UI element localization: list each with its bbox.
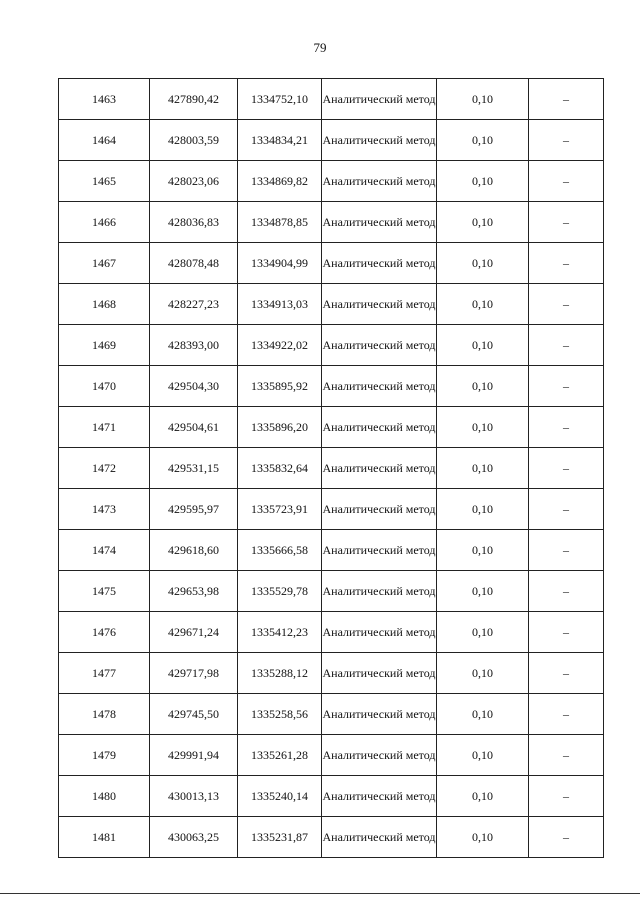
coordinate-x-cell: 430013,13 xyxy=(150,776,238,817)
accuracy-cell: 0,10 xyxy=(437,735,529,776)
note-cell: – xyxy=(529,366,604,407)
coordinate-x-cell: 428078,48 xyxy=(150,243,238,284)
note-cell: – xyxy=(529,448,604,489)
coordinate-x-cell: 428036,83 xyxy=(150,202,238,243)
coordinate-y-cell: 1335896,20 xyxy=(238,407,322,448)
accuracy-cell: 0,10 xyxy=(437,571,529,612)
coordinate-y-cell: 1335666,58 xyxy=(238,530,322,571)
coordinate-x-cell: 429717,98 xyxy=(150,653,238,694)
method-cell: Аналитический метод xyxy=(322,571,437,612)
method-cell: Аналитический метод xyxy=(322,284,437,325)
note-cell: – xyxy=(529,202,604,243)
table-row xyxy=(59,776,604,817)
coordinate-y-cell: 1335723,91 xyxy=(238,489,322,530)
method-cell: Аналитический метод xyxy=(322,120,437,161)
point-number-cell: 1478 xyxy=(59,694,150,735)
point-number-cell: 1475 xyxy=(59,571,150,612)
coordinate-x-cell: 429745,50 xyxy=(150,694,238,735)
note-cell: – xyxy=(529,79,604,120)
coordinate-y-cell: 1334904,99 xyxy=(238,243,322,284)
table-row xyxy=(59,571,604,612)
point-number-cell: 1465 xyxy=(59,161,150,202)
point-number-cell: 1472 xyxy=(59,448,150,489)
note-cell: – xyxy=(529,243,604,284)
point-number-cell: 1473 xyxy=(59,489,150,530)
table-row xyxy=(59,161,604,202)
coordinates-table xyxy=(58,78,604,858)
point-number-cell: 1481 xyxy=(59,817,150,858)
coordinate-y-cell: 1335261,28 xyxy=(238,735,322,776)
coordinate-x-cell: 429595,97 xyxy=(150,489,238,530)
accuracy-cell: 0,10 xyxy=(437,243,529,284)
method-cell: Аналитический метод xyxy=(322,325,437,366)
accuracy-cell: 0,10 xyxy=(437,79,529,120)
table-row xyxy=(59,407,604,448)
accuracy-cell: 0,10 xyxy=(437,653,529,694)
note-cell: – xyxy=(529,407,604,448)
point-number-cell: 1480 xyxy=(59,776,150,817)
table-row xyxy=(59,366,604,407)
coordinate-y-cell: 1335832,64 xyxy=(238,448,322,489)
accuracy-cell: 0,10 xyxy=(437,530,529,571)
accuracy-cell: 0,10 xyxy=(437,489,529,530)
coordinate-y-cell: 1334922,02 xyxy=(238,325,322,366)
accuracy-cell: 0,10 xyxy=(437,325,529,366)
method-cell: Аналитический метод xyxy=(322,776,437,817)
coordinates-table-body xyxy=(59,79,604,858)
coordinate-x-cell: 429618,60 xyxy=(150,530,238,571)
coordinate-x-cell: 427890,42 xyxy=(150,79,238,120)
coordinate-x-cell: 429504,61 xyxy=(150,407,238,448)
note-cell: – xyxy=(529,325,604,366)
accuracy-cell: 0,10 xyxy=(437,366,529,407)
point-number-cell: 1466 xyxy=(59,202,150,243)
accuracy-cell: 0,10 xyxy=(437,407,529,448)
table-row xyxy=(59,284,604,325)
coordinate-y-cell: 1334913,03 xyxy=(238,284,322,325)
coordinate-y-cell: 1335258,56 xyxy=(238,694,322,735)
table-row xyxy=(59,448,604,489)
coordinate-y-cell: 1334752,10 xyxy=(238,79,322,120)
method-cell: Аналитический метод xyxy=(322,612,437,653)
coordinate-y-cell: 1335529,78 xyxy=(238,571,322,612)
note-cell: – xyxy=(529,284,604,325)
point-number-cell: 1468 xyxy=(59,284,150,325)
table-row xyxy=(59,120,604,161)
method-cell: Аналитический метод xyxy=(322,817,437,858)
table-row xyxy=(59,612,604,653)
coordinate-x-cell: 429653,98 xyxy=(150,571,238,612)
note-cell: – xyxy=(529,530,604,571)
method-cell: Аналитический метод xyxy=(322,407,437,448)
note-cell: – xyxy=(529,694,604,735)
point-number-cell: 1467 xyxy=(59,243,150,284)
table-row xyxy=(59,653,604,694)
coordinate-x-cell: 430063,25 xyxy=(150,817,238,858)
method-cell: Аналитический метод xyxy=(322,694,437,735)
table-row xyxy=(59,202,604,243)
page-number: 79 xyxy=(313,40,327,55)
coordinate-y-cell: 1334878,85 xyxy=(238,202,322,243)
note-cell: – xyxy=(529,120,604,161)
point-number-cell: 1476 xyxy=(59,612,150,653)
coordinate-y-cell: 1334869,82 xyxy=(238,161,322,202)
note-cell: – xyxy=(529,653,604,694)
coordinate-x-cell: 428393,00 xyxy=(150,325,238,366)
accuracy-cell: 0,10 xyxy=(437,202,529,243)
table-row xyxy=(59,489,604,530)
coordinate-x-cell: 429504,30 xyxy=(150,366,238,407)
note-cell: – xyxy=(529,612,604,653)
point-number-cell: 1474 xyxy=(59,530,150,571)
coordinate-x-cell: 429531,15 xyxy=(150,448,238,489)
table-row xyxy=(59,694,604,735)
method-cell: Аналитический метод xyxy=(322,161,437,202)
table-row xyxy=(59,325,604,366)
point-number-cell: 1471 xyxy=(59,407,150,448)
accuracy-cell: 0,10 xyxy=(437,448,529,489)
point-number-cell: 1477 xyxy=(59,653,150,694)
note-cell: – xyxy=(529,571,604,612)
accuracy-cell: 0,10 xyxy=(437,694,529,735)
method-cell: Аналитический метод xyxy=(322,243,437,284)
method-cell: Аналитический метод xyxy=(322,530,437,571)
method-cell: Аналитический метод xyxy=(322,735,437,776)
method-cell: Аналитический метод xyxy=(322,79,437,120)
method-cell: Аналитический метод xyxy=(322,448,437,489)
coordinate-y-cell: 1335240,14 xyxy=(238,776,322,817)
table-row xyxy=(59,817,604,858)
table-row xyxy=(59,735,604,776)
point-number-cell: 1469 xyxy=(59,325,150,366)
method-cell: Аналитический метод xyxy=(322,653,437,694)
coordinate-y-cell: 1335412,23 xyxy=(238,612,322,653)
point-number-cell: 1463 xyxy=(59,79,150,120)
accuracy-cell: 0,10 xyxy=(437,776,529,817)
table-row xyxy=(59,243,604,284)
coordinate-y-cell: 1334834,21 xyxy=(238,120,322,161)
coordinate-x-cell: 428227,23 xyxy=(150,284,238,325)
table-row xyxy=(59,530,604,571)
coordinate-y-cell: 1335895,92 xyxy=(238,366,322,407)
point-number-cell: 1470 xyxy=(59,366,150,407)
point-number-cell: 1464 xyxy=(59,120,150,161)
coordinate-y-cell: 1335288,12 xyxy=(238,653,322,694)
coordinate-x-cell: 428023,06 xyxy=(150,161,238,202)
note-cell: – xyxy=(529,161,604,202)
accuracy-cell: 0,10 xyxy=(437,612,529,653)
method-cell: Аналитический метод xyxy=(322,489,437,530)
coordinate-x-cell: 429671,24 xyxy=(150,612,238,653)
note-cell: – xyxy=(529,489,604,530)
method-cell: Аналитический метод xyxy=(322,366,437,407)
method-cell: Аналитический метод xyxy=(322,202,437,243)
coordinate-y-cell: 1335231,87 xyxy=(238,817,322,858)
page-bottom-rule xyxy=(0,893,640,894)
note-cell: – xyxy=(529,817,604,858)
accuracy-cell: 0,10 xyxy=(437,120,529,161)
coordinate-x-cell: 428003,59 xyxy=(150,120,238,161)
note-cell: – xyxy=(529,776,604,817)
accuracy-cell: 0,10 xyxy=(437,817,529,858)
coordinate-x-cell: 429991,94 xyxy=(150,735,238,776)
accuracy-cell: 0,10 xyxy=(437,284,529,325)
note-cell: – xyxy=(529,735,604,776)
point-number-cell: 1479 xyxy=(59,735,150,776)
accuracy-cell: 0,10 xyxy=(437,161,529,202)
table-row xyxy=(59,79,604,120)
